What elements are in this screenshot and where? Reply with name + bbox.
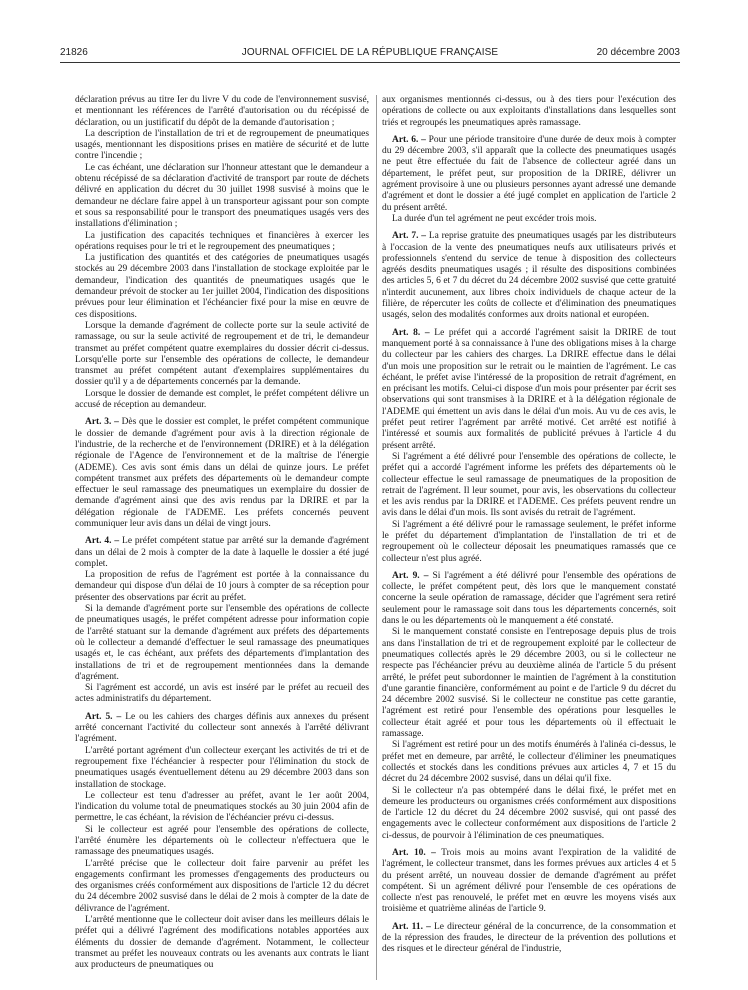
body-paragraph [75, 163, 369, 231]
body-paragraph [75, 389, 369, 412]
article-paragraph [382, 135, 676, 214]
paragraph-text: Le préfet compétent statue par arrêté sur la demande d'agrément dans un délai de 2 mois à compter de la date à laquelle le dossier a été jugé complet. [75, 536, 369, 569]
continued-paragraph [382, 95, 676, 129]
body-paragraph [382, 214, 676, 225]
page-number: 21826 [60, 47, 88, 58]
body-paragraph [382, 452, 676, 520]
paragraph-text: Lorsque le dossier de demande est complet, le préfet compétent délivre un accusé de réception au demandeur. [75, 388, 369, 411]
paragraph-text: Si l'agrément est retiré pour un des motifs énumérés à l'alinéa ci-dessus, le préfet met en demeure, par arrêté, le collecteur d'éliminer les pneumatiques collectés et stockés dans les conditions prévues aux articles 4, 7 et 15 du décret du 24 décembre 2002 susvisé, dans un délai qu'il fixe. [382, 740, 676, 785]
paragraph-text: Le préfet qui a accordé l'agrément saisit la DRIRE de tout manquement porté à sa connaissance à l'une des obligations mises à la charge du collecteur par les cahiers des charges. La DRIRE effectue dans le délai d'un mois une proposition sur le retrait ou le maintien de l'agrément. Le cas échéant, le préfet avise l'intéressé de la proposition de retrait d'agrément, en en précisant les motifs. Celui-ci dispose d'un mois pour présenter par écrit ses observations qui sont transmises à la DRIRE et à la délégation régionale de l'ADEME qui émettent un avis dans le délai d'un mois. Au vu de ces avis, le préfet peut retirer l'agrément par arrêté motivé. Cet arrêté est notifié à l'intéressé et soumis aux formalités de publicité prévues à l'article 4 du présent arrêté. [382, 327, 676, 451]
article-paragraph [75, 712, 369, 746]
paragraph-text: La proposition de refus de l'agrément est portée à la connaissance du demandeur qui dispose d'un délai de 10 jours à compter de sa réception pour présenter des observations par écrit au préfet. [75, 570, 369, 603]
left-column [75, 95, 369, 985]
article-label: Art. 5. – [85, 711, 122, 722]
body-paragraph [75, 231, 369, 254]
body-paragraph [75, 825, 369, 859]
paragraph-text: Si l'agrément a été délivré pour l'ensemble des opérations de collecte, le préfet compétent peut, dès lors que le manquement constaté concerne la seule opération de ramassage, décider que l'agrément sera retiré seulement pour le ramassage soit dans tous les départements concernés, soit dans le ou les départements où le manquement a été constaté. [382, 570, 676, 627]
paragraph-text: Si le collecteur est agréé pour l'ensemble des opérations de collecte, l'arrêté énumère les départements où le collecteur n'effectuera que le ramassage des pneumatiques usagés. [75, 824, 369, 858]
article-paragraph [75, 536, 369, 570]
paragraph-text: L'arrêté mentionne que le collecteur doit aviser dans les meilleurs délais le préfet qui a délivré l'agrément des modifications notables apportées aux éléments du dossier de demande d'agrément. Notamment, le collecteur transmet au préfet les nouveaux contrats ou les avenants aux contrats le liant aux producteurs de pneumatiques ou [75, 915, 369, 971]
right-column [382, 95, 676, 985]
article-paragraph [382, 328, 676, 452]
continued-paragraph [75, 95, 369, 129]
article-paragraph [382, 231, 676, 321]
paragraph-text: Le collecteur est tenu d'adresser au préfet, avant le 1er août 2004, l'indication du volume total de pneumatiques stockés au 30 juin 2004 afin de permettre, le cas échéant, la révision de l'échéancier prévu ci-dessus. [75, 790, 369, 824]
article-paragraph [382, 571, 676, 627]
article-label: Art. 6. – [392, 134, 426, 145]
paragraph-text: Trois mois au moins avant l'expiration de la validité de l'agrément, le collecteur transmet, dans les formes prévues aux articles 4 et 5 du présent arrêté, un nouveau dossier de demande d'agrément au préfet compétent. Si un agrément délivré pour l'ensemble de ces opérations de collecte n'est pas renouvelé, le préfet met en œuvre les moyens visés aux troisième et quatrième alinéas de l'article 9. [382, 848, 676, 915]
body-paragraph [75, 604, 369, 683]
body-paragraph [75, 129, 369, 163]
paragraph-text: La durée d'un tel agrément ne peut excéder trois mois. [392, 213, 597, 224]
body-paragraph [75, 253, 369, 321]
paragraph-text: Le cas échéant, une déclaration sur l'honneur attestant que le demandeur a obtenu récépissé de sa déclaration d'activité de transport par route de déchets délivré en application du décret du 30 juillet 1998 susvisé à moins que le demandeur ne déclare faire appel à un transporteur agissant pour son compte et sous sa responsabilité pour le transport des pneumatiques usagés vers des installations d'élimination ; [75, 162, 369, 230]
paragraph-text: La description de l'installation de tri et de regroupement de pneumatiques usagés, mentionnant les dispositions prises en matière de sécurité et de lutte contre l'incendie ; [75, 128, 369, 162]
body-paragraph [75, 915, 369, 971]
paragraph-text: Lorsque la demande d'agrément de collecte porte sur la seule activité de ramassage, ou sur la seule activité de regroupement et de tri, le demandeur transmet au préfet compétent quatre exemplaires du dossier décrit ci-dessus. Lorsqu'elle porte sur l'ensemble des opérations de collecte, le demandeur transmet au préfet compétent autant d'exemplaires supplémentaires du dossier qu'il y a de départements concernés par la demande. [75, 320, 369, 388]
issue-date: 20 décembre 2003 [596, 47, 680, 58]
body-paragraph [75, 791, 369, 825]
article-paragraph [382, 922, 676, 956]
paragraph-text: La reprise gratuite des pneumatiques usagés par les distributeurs à l'occasion de la vente des pneumatiques neufs aux utilisateurs privés et professionnels s'entend du service de tenue à disposition des collecteurs agréés desdits pneumatiques usagés ; il résulte des dispositions combinées des articles 5, 6 et 7 du décret du 24 décembre 2002 susvisé que cette gratuité n'interdit aucunement, aux libres choix individuels de chaque acteur de la filière, de répercuter les coûts de collecte et d'élimination des pneumatiques usagés, selon des modalités conformes aux droits national et européen. [382, 231, 676, 321]
paragraph-text: L'arrêté précise que le collecteur doit faire parvenir au préfet les engagements confirmant les promesses d'engagements des producteurs ou des organismes créés conformément aux dispositions de l'article 12 du décret du 24 décembre 2002 susvisé dans le délai de 2 mois à compter de la date de délivrance de l'agrément. [75, 858, 369, 914]
paragraph-text: La justification des capacités techniques et financières à exercer les opérations requises pour le tri et le regroupement des pneumatiques ; [75, 230, 369, 252]
body-paragraph [382, 627, 676, 740]
article-paragraph [75, 417, 369, 530]
body-paragraph [75, 859, 369, 915]
body-paragraph [382, 520, 676, 565]
article-paragraph [382, 848, 676, 916]
paragraph-text: Si l'agrément a été délivré pour le ramassage seulement, le préfet informe le préfet du département d'implantation de l'installation de tri et de regroupement où le collecteur déposait les pneumatiques ramassés que ce collecteur n'est plus agréé. [382, 519, 676, 564]
column-separator [376, 95, 377, 980]
paragraph-text: Si l'agrément est accordé, un avis est inséré par le préfet au recueil des actes administratifs du département. [75, 683, 369, 705]
body-paragraph [382, 786, 676, 842]
body-paragraph [75, 746, 369, 791]
article-label: Art. 7. – [392, 231, 427, 242]
paragraph-text: aux organismes mentionnés ci-dessus, ou à des tiers pour l'exécution des opérations de collecte ou aux exploitants d'installations dans lesquelles sont triés et regroupés les pneumatiques après ramassage. [382, 95, 676, 128]
paragraph-text: Dès que le dossier est complet, le préfet compétent communique le dossier de demande d'agrément pour avis à la direction régionale de l'industrie, de la recherche et de l'environnement (DRIRE) et à la délégation régionale de l'Agence de l'environnement et de la maîtrise de l'énergie (ADEME). Ces avis sont émis dans un délai de quinze jours. Le préfet compétent transmet aux préfets des départements où le demandeur compte effectuer le seul ramassage des pneumatiques un exemplaire du dossier de demande d'agrément ainsi que des avis rendus par la DRIRE et par la délégation régionale de l'ADEME. Les préfets concernés peuvent communiquer leur avis dans un délai de vingt jours. [75, 417, 369, 529]
header-rule [60, 62, 680, 63]
article-label: Art. 3. – [85, 417, 119, 428]
paragraph-text: Si la demande d'agrément porte sur l'ensemble des opérations de collecte de pneumatiques usagés, le préfet compétent adresse pour information copie de l'arrêté statuant sur la demande d'agrément aux préfets des départements où le collecteur a demandé d'effectuer le seul ramassage des pneumatiques usagés et, le cas échéant, aux préfets des départements d'implantation des installations de tri et de regroupement mentionnées dans la demande d'agrément. [75, 604, 369, 682]
body-paragraph [75, 570, 369, 604]
paragraph-text: Le ou les cahiers des charges définis aux annexes du présent arrêté concernant l'activité du collecteur sont annexés à l'arrêté délivrant l'agrément. [75, 711, 369, 745]
article-label: Art. 10. – [392, 848, 436, 858]
article-label: Art. 4. – [85, 536, 120, 547]
paragraph-text: Si le collecteur n'a pas obtempéré dans le délai fixé, le préfet met en demeure les producteurs ou organismes créés conformément aux dispositions de l'article 12 du décret du 24 décembre 2002 susvisé, qui ont passé des engagements avec le collecteur conformément aux dispositions de l'article 2 ci-dessus, de pourvoir à l'élimination de ces pneumatiques. [382, 785, 676, 841]
paragraph-text: La justification des quantités et des catégories de pneumatiques usagés stockés au 29 décembre 2003 dans l'installation de stockage exploitée par le demandeur, l'indication des quantités de pneumatiques usagés que le demandeur prévoit de stocker au 1er juillet 2004, l'indication des dispositions prévues pour leur élimination et l'échéancier fixé pour la mise en œuvre de ces dispositions. [75, 253, 369, 320]
paragraph-text: Si le manquement constaté consiste en l'entreposage depuis plus de trois ans dans l'installation de tri et de regroupement exploité par le collecteur de pneumatiques collectés après le 29 décembre 2003, ou si le collecteur ne respecte pas l'échéancier prévu au deuxième alinéa de l'article 5 du présent arrêté, le préfet peut subordonner le maintien de l'agrément à la constitution d'une garantie financière, conformément au point e de l'article 9 du décret du 24 décembre 2002 susvisé. Si le collecteur ne constitue pas cette garantie, l'agrément est retiré pour l'ensemble des opérations pour lesquelles le collecteur était agréé et pour tous les départements où il effectuait le ramassage. [382, 627, 676, 740]
article-label: Art. 8. – [392, 327, 430, 338]
paragraph-text: déclaration prévus au titre Ier du livre V du code de l'environnement susvisé, et mentionnant les références de l'arrêté d'autorisation ou du récépissé de déclaration, ou un justificatif du dépôt de la demande d'autorisation ; [75, 95, 369, 128]
page-header [60, 47, 680, 63]
paragraph-text: L'arrêté portant agrément d'un collecteur exerçant les activités de tri et de regroupement fixe l'échéancier à respecter pour l'élimination du stock de pneumatiques usagés éventuellement détenu au 29 décembre 2003 dans son installation de stockage. [75, 745, 369, 790]
article-label: Art. 11. – [392, 921, 431, 932]
paragraph-text: Pour une période transitoire d'une durée de deux mois à compter du 29 décembre 2003, s'il apparaît que la collecte des pneumatiques usagés ne peut être effectuée du fait de l'absence de collecteur agréé dans un département, le préfet peut, sur proposition de la DRIRE, délivrer un agrément provisoire à une ou plusieurs personnes ayant adressé une demande d'agrément et dont le dossier a été jugé complet en application de l'article 2 du présent arrêté. [382, 134, 676, 213]
paragraph-text: Le directeur général de la concurrence, de la consommation et de la répression des fraudes, le directeur de la prévention des pollutions et des risques et le directeur général de l'industrie, [382, 921, 676, 955]
body-paragraph [382, 740, 676, 785]
journal-title: JOURNAL OFFICIEL DE LA RÉPUBLIQUE FRANÇAISE [241, 47, 499, 58]
paragraph-text: Si l'agrément a été délivré pour l'ensemble des opérations de collecte, le préfet qui a accordé l'agrément informe les préfets des départements où le collecteur effectue le seul ramassage de pneumatiques de la proposition de retrait de l'agrément. Il leur soumet, pour avis, les observations du collecteur et les avis rendus par la DRIRE et l'ADEME. Ces préfets peuvent rendre un avis dans le délai d'un mois. Ils sont avisés du retrait de l'agrément. [382, 451, 676, 519]
body-paragraph [75, 321, 369, 389]
article-label: Art. 9. – [392, 570, 429, 581]
body-paragraph [75, 683, 369, 706]
